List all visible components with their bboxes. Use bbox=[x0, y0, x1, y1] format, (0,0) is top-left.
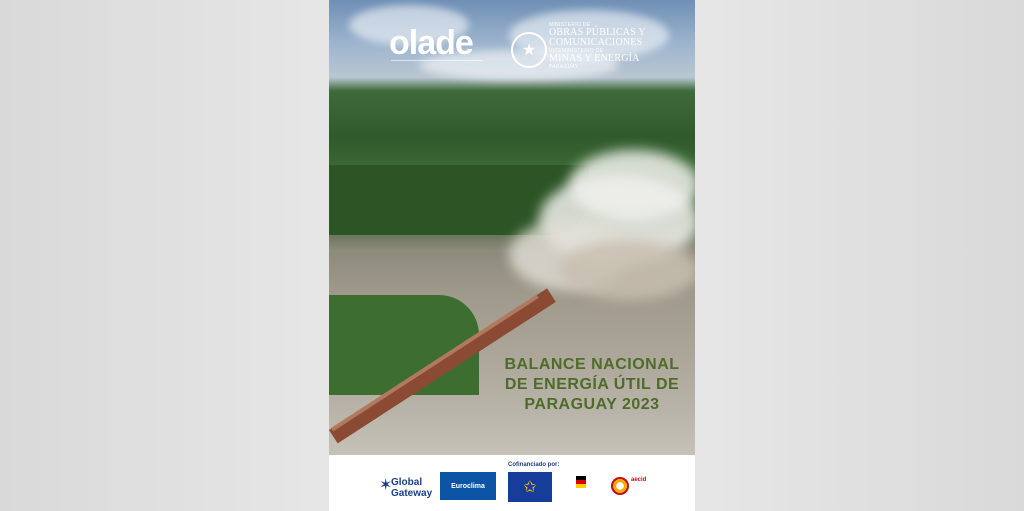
title-line-3: PARAGUAY 2023 bbox=[524, 396, 660, 413]
olade-logo-underline bbox=[391, 60, 483, 67]
olade-logo: olade bbox=[389, 24, 473, 62]
vice-small-label: VICEMINISTERIO DE bbox=[549, 48, 604, 54]
title-line-1: BALANCE NACIONAL bbox=[504, 356, 680, 373]
ministry-small-label: MINISTERIO DE bbox=[549, 22, 591, 28]
global-gateway-logo bbox=[379, 471, 437, 505]
euroclima-logo: Euroclima bbox=[440, 472, 496, 500]
title-line-2: DE ENERGÍA ÚTIL DE bbox=[504, 376, 680, 393]
star-seal-icon: ★ bbox=[511, 32, 547, 68]
report-cover bbox=[329, 0, 695, 511]
aecid-emblem-icon bbox=[611, 477, 629, 495]
cover-photo-dam bbox=[329, 0, 695, 455]
vice-line: MINAS Y ENERGÍA bbox=[549, 53, 640, 64]
aecid-logo bbox=[611, 477, 651, 501]
germany-cooperation-logo bbox=[566, 476, 600, 504]
global-gateway-line-1: Global bbox=[391, 477, 423, 488]
cover-title bbox=[497, 355, 687, 415]
eu-stars-icon: ✶ bbox=[379, 477, 393, 494]
country-label: PARAGUAY bbox=[549, 64, 579, 70]
global-gateway-line-2: Gateway bbox=[391, 488, 433, 499]
ministry-line-2: COMUNICACIONES bbox=[549, 37, 643, 48]
footer-logos bbox=[329, 455, 695, 511]
header-logos bbox=[329, 18, 695, 78]
eu-flag-icon: ✩ bbox=[508, 472, 552, 502]
cofinanced-label: Cofinanciado por: bbox=[508, 462, 560, 468]
ministry-line-1: OBRAS PÚBLICAS Y bbox=[549, 27, 646, 38]
aecid-label: aecid bbox=[631, 477, 647, 483]
german-flag-icon bbox=[576, 476, 586, 488]
